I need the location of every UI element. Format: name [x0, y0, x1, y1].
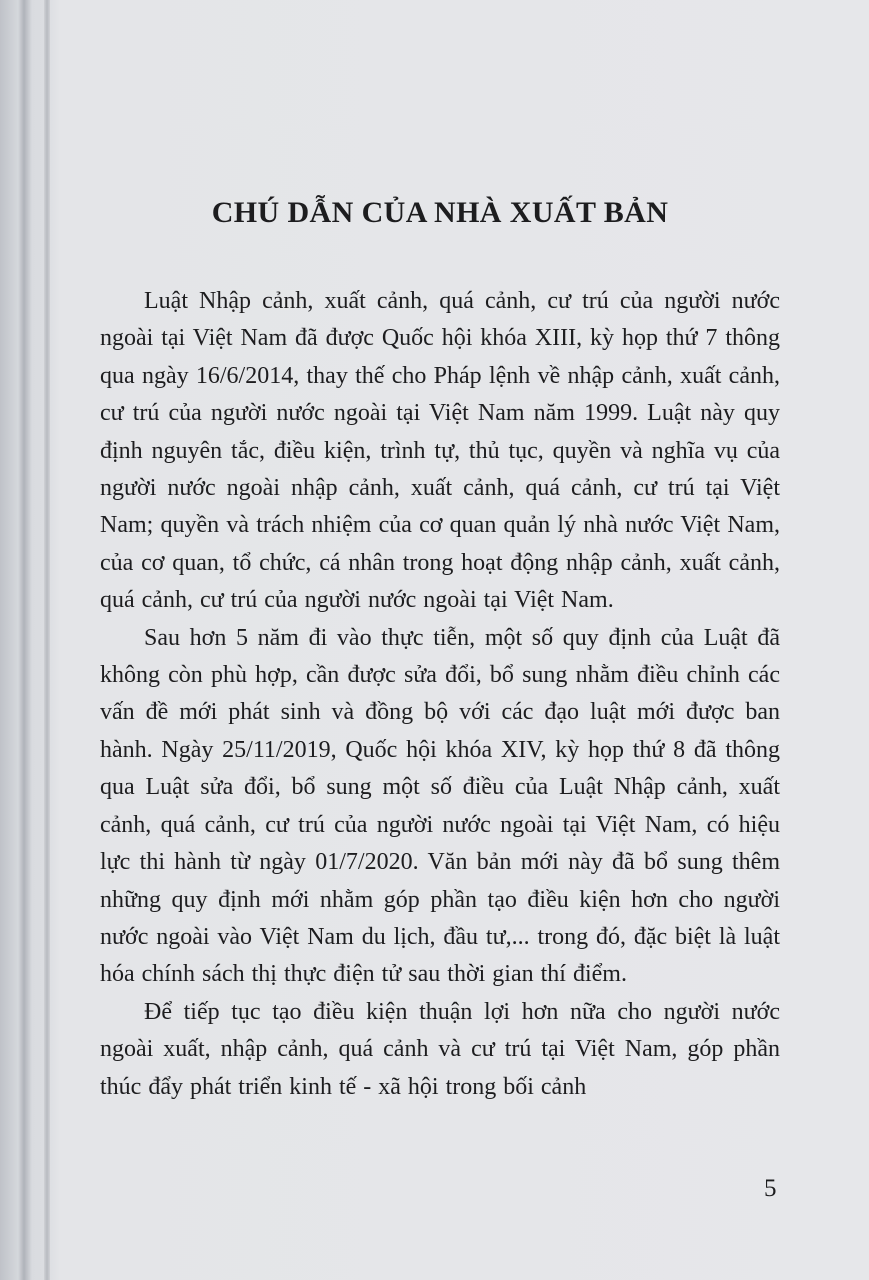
paragraph-2: Sau hơn 5 năm đi vào thực tiễn, một số quy định của Luật đã không còn phù hợp, cần được sửa đổi, bổ sung nhằm điều chỉnh các vấn đề mới phát sinh và đồng bộ với các đạo luật mới được ban hành. Ngày 25/11/2019, Quốc hội khóa XIV, kỳ họp thứ 8 đã thông qua Luật sửa đổi, bổ sung một số điều của Luật Nhập cảnh, xuất cảnh, quá cảnh, cư trú của người nước ngoài tại Việt Nam, có hiệu lực thi hành từ ngày 01/7/2020. Văn bản mới này đã bổ sung thêm những quy định mới nhằm góp phần tạo điều kiện hơn cho người nước ngoài vào Việt Nam du lịch, đầu tư,... trong đó, đặc biệt là luật hóa chính sách thị thực điện tử sau thời gian thí điểm.: [100, 624, 780, 988]
page-spine-edge: [44, 0, 50, 1280]
paragraph-3: Để tiếp tục tạo điều kiện thuận lợi hơn nữa cho người nước ngoài xuất, nhập cảnh, quá cảnh và cư trú tại Việt Nam, góp phần thúc đẩy phát triển kinh tế - xã hội trong bối cảnh: [100, 998, 780, 1100]
page-number: 5: [764, 1175, 777, 1202]
page-content: [100, 195, 780, 1106]
page-title: CHÚ DẪN CỦA NHÀ XUẤT BẢN: [211, 196, 669, 229]
paragraph-1: Luật Nhập cảnh, xuất cảnh, quá cảnh, cư trú của người nước ngoài tại Việt Nam đã được Quốc hội khóa XIII, kỳ họp thứ 7 thông qua ngày 16/6/2014, thay thế cho Pháp lệnh về nhập cảnh, xuất cảnh, cư trú của người nước ngoài tại Việt Nam năm 1999. Luật này quy định nguyên tắc, điều kiện, trình tự, thủ tục, quyền và nghĩa vụ của người nước ngoài nhập cảnh, xuất cảnh, quá cảnh, cư trú tại Việt Nam; quyền và trách nhiệm của cơ quan quản lý nhà nước Việt Nam, của cơ quan, tổ chức, cá nhân trong hoạt động nhập cảnh, xuất cảnh, quá cảnh, cư trú của người nước ngoài tại Việt Nam.: [100, 288, 780, 614]
